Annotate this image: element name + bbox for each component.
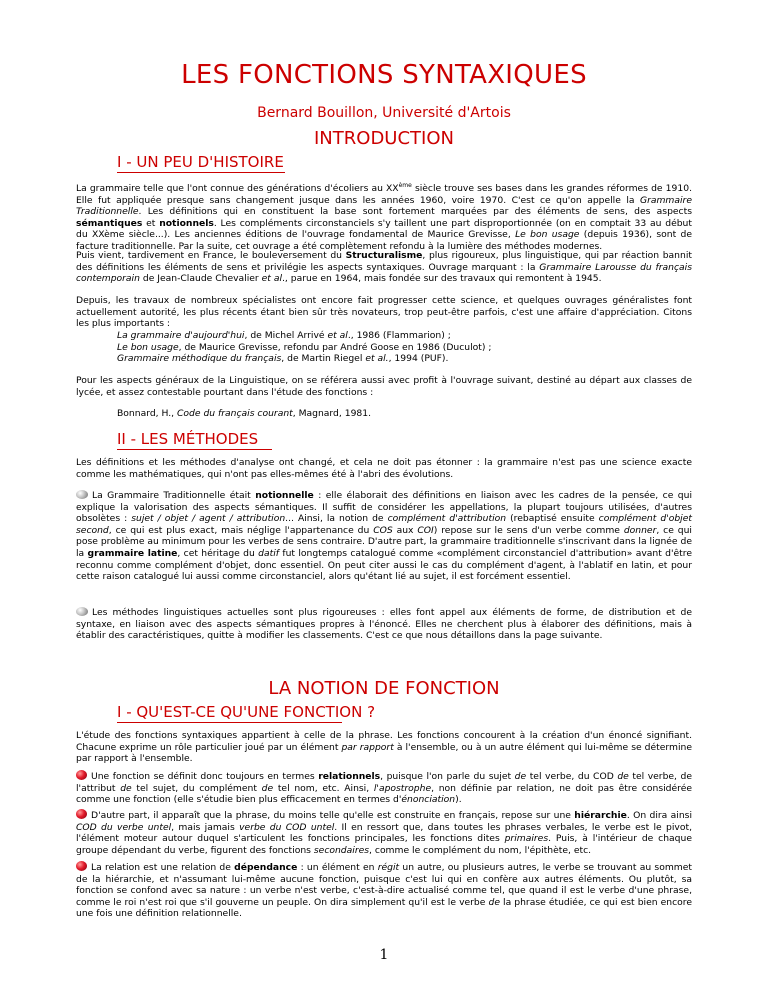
- reference-bonnard: Bonnard, H., Code du français courant, Magnard, 1981.: [117, 408, 372, 419]
- paragraph-notion-4: La relation est une relation de dépendance : un élément en régit un autre, ou plusieurs autres, le verbe se trouvant au sommet de la hiérarchie, et n'assumant lui-même aucune fonction, puisque c'est lui qui en confère aux autres éléments. Ou plutôt, sa fonction se confond avec sa nature : un verbe n'est verbe, c'est-à-dire actualisé comme tel, que quand il est le verbe d'une phrase, comme le roi n'est roi que s'il gouverne un peuple. On dira simplement qu'il est le verbe de la phrase étudiée, ce qui est bien encore une fois une définition relationnelle.: [76, 862, 692, 920]
- document-author: Bernard Bouillon, Université d'Artois: [257, 105, 511, 121]
- paragraph-methods-3: Les méthodes linguistiques actuelles sont plus rigoureuses : elles font appel aux éléments de forme, de distribution et de syntaxe, en liaison avec des aspects sémantiques propres à l'énoncé. Elles ne cherchent plus à élaborer des définitions, mais à établir des caractéristiques, quitte à modifier les classements. C'est ce que nous détaillons dans la page suivante.: [76, 607, 692, 642]
- section-title-notion: LA NOTION DE FONCTION: [268, 678, 500, 699]
- paragraph-methods-2: La Grammaire Traditionnelle était notionnelle : elle élaborait des définitions en liaison avec les cadres de la pensée, ce qui explique la valorisation des aspects sémantiques. Il suffit de considérer les appellations, la plupart toujours utilisées, d'autres obsolètes : sujet / objet / agent / attribution... Ainsi, la notion de complément d'attribution (rebaptisé ensuite complément d'objet second, ce qui est plus exact, mais néglige l'appartenance du COS aux COI) repose sur le sens d'un verbe comme donner, ce qui pose problème au minimum pour les verbes de sens contraire. D'autre part, la grammaire traditionnelle s'inscrivant dans la lignée de la grammaire latine, cet héritage du datif fut longtemps catalogué comme «complément circonstanciel d'attribution» avant d'être reconnu comme complément d'objet, donc essentiel. On peut citer aussi le cas du complément d'agent, à l'ablatif en latin, et pour cette raison catalogué lui aussi comme circonstanciel, alors qu'étant lié au sujet, il est forcément essentiel.: [76, 490, 692, 583]
- section-title-introduction: INTRODUCTION: [314, 128, 454, 149]
- paragraph-history-2: Puis vient, tardivement en France, le bouleversement du Structuralisme, plus rigoureux, plus linguistique, qui par réaction bannit des définitions les éléments de sens et privilégie les aspects syntaxiques. Ouvrage marquant : la Grammaire Larousse du français contemporain de Jean-Claude Chevalier et al., parue en 1964, mais fondée sur des travaux qui remontent à 1945.: [76, 250, 693, 285]
- paragraph-notion-2: Une fonction se définit donc toujours en termes relationnels, puisque l'on parle du sujet de tel verbe, du COD de tel verbe, de l'attribut de tel sujet, du complément de tel nom, etc. Ainsi, l'apostrophe, non définie par relation, ne doit pas être considérée comme une fonction (elle s'étudie bien plus efficacement en termes d'énonciation).: [76, 771, 693, 806]
- subsection-title-history: I - UN PEU D'HISTOIRE: [117, 153, 284, 171]
- reference-item: Grammaire méthodique du français, de Martin Riegel et al., 1994 (PUF).: [117, 353, 449, 365]
- subsection-title-what: I - QU'EST-CE QU'UNE FONCTION ?: [117, 703, 376, 721]
- paragraph-history-1: La grammaire telle que l'ont connue des générations d'écoliers au XXème siècle trouve ses bases dans les grandes réformes de 1910. Elle fut appliquée presque sans changement jusque dans les années 1960, voire 1970. C'est ce qu'on appelle la Grammaire Traditionnelle. Les définitions qui en constituent la base sont fortement marquées par des éléments de sens, des aspects sémantiques et notionnels. Les compléments circonstanciels s'y taillent une part disproportionnée (on en comptait 33 au début du XXème siècle...). Les anciennes éditions de l'ouvrage fondamental de Maurice Grevisse, Le bon usage (depuis 1936), sont de facture traditionnelle. Par la suite, cet ouvrage a été complètement refondu à la lumière des méthodes modernes.: [76, 182, 692, 253]
- paragraph-notion-3: D'autre part, il apparaît que la phrase, du moins telle qu'elle est construite en français, repose sur une hiérarchie. On dira ainsi COD du verbe untel, mais jamais verbe du COD untel. Il en ressort que, dans toutes les phrases verbales, le verbe est le pivot, l'élément moteur autour duquel s'articulent les fonctions principales, les fonctions dites primaires. Puis, à l'intérieur de chaque groupe dépendant du verbe, figurent des fonctions secondaires, comme le complément du nom, l'épithète, etc.: [76, 810, 692, 856]
- grey-bullet-icon: [76, 490, 88, 499]
- subsection-underline: [117, 449, 272, 450]
- red-bullet-icon: [76, 770, 87, 780]
- red-bullet-icon: [76, 809, 87, 819]
- subsection-title-methods: II - LES MÉTHODES: [117, 430, 259, 448]
- reference-item: La grammaire d'aujourd'hui, de Michel Arrivé et al., 1986 (Flammarion) ;: [117, 330, 451, 341]
- page-number: 1: [379, 947, 389, 963]
- paragraph-methods-1: Les définitions et les méthodes d'analyse ont changé, et cela ne doit pas étonner : la grammaire n'est pas une science exacte comme les mathématiques, qui n'ont pas elles-mêmes été à l'abri des évolutions.: [76, 457, 692, 480]
- paragraph-history-4: Pour les aspects généraux de la Linguistique, on se référera aussi avec profit à l'ouvrage suivant, destiné au départ aux classes de lycée, et assez contestable pourtant dans l'étude des fonctions :: [76, 375, 692, 398]
- subsection-underline: [117, 722, 342, 723]
- paragraph-history-3: Depuis, les travaux de nombreux spécialistes ont encore fait progresser cette science, et quelques ouvrages généralistes font actuellement autorité, les plus récents étant bien sûr très novateurs, trop peut-être parfois, c'est une affaire d'appréciation. Citons les plus importants :: [76, 295, 692, 330]
- document-title: LES FONCTIONS SYNTAXIQUES: [181, 60, 587, 90]
- red-bullet-icon: [76, 861, 87, 871]
- paragraph-notion-1: L'étude des fonctions syntaxiques appartient à celle de la phrase. Les fonctions concourent à la création d'un énoncé signifiant. Chacune exprime un rôle particulier joué par un élément par rapport à l'ensemble, ou à un autre élément qui lui-même se détermine par rapport à l'ensemble.: [76, 730, 692, 765]
- reference-item: Le bon usage, de Maurice Grevisse, refondu par André Goose en 1986 (Duculot) ;: [117, 341, 492, 353]
- subsection-underline: [117, 172, 285, 173]
- reference-list: [117, 330, 692, 365]
- grey-bullet-icon: [76, 607, 88, 616]
